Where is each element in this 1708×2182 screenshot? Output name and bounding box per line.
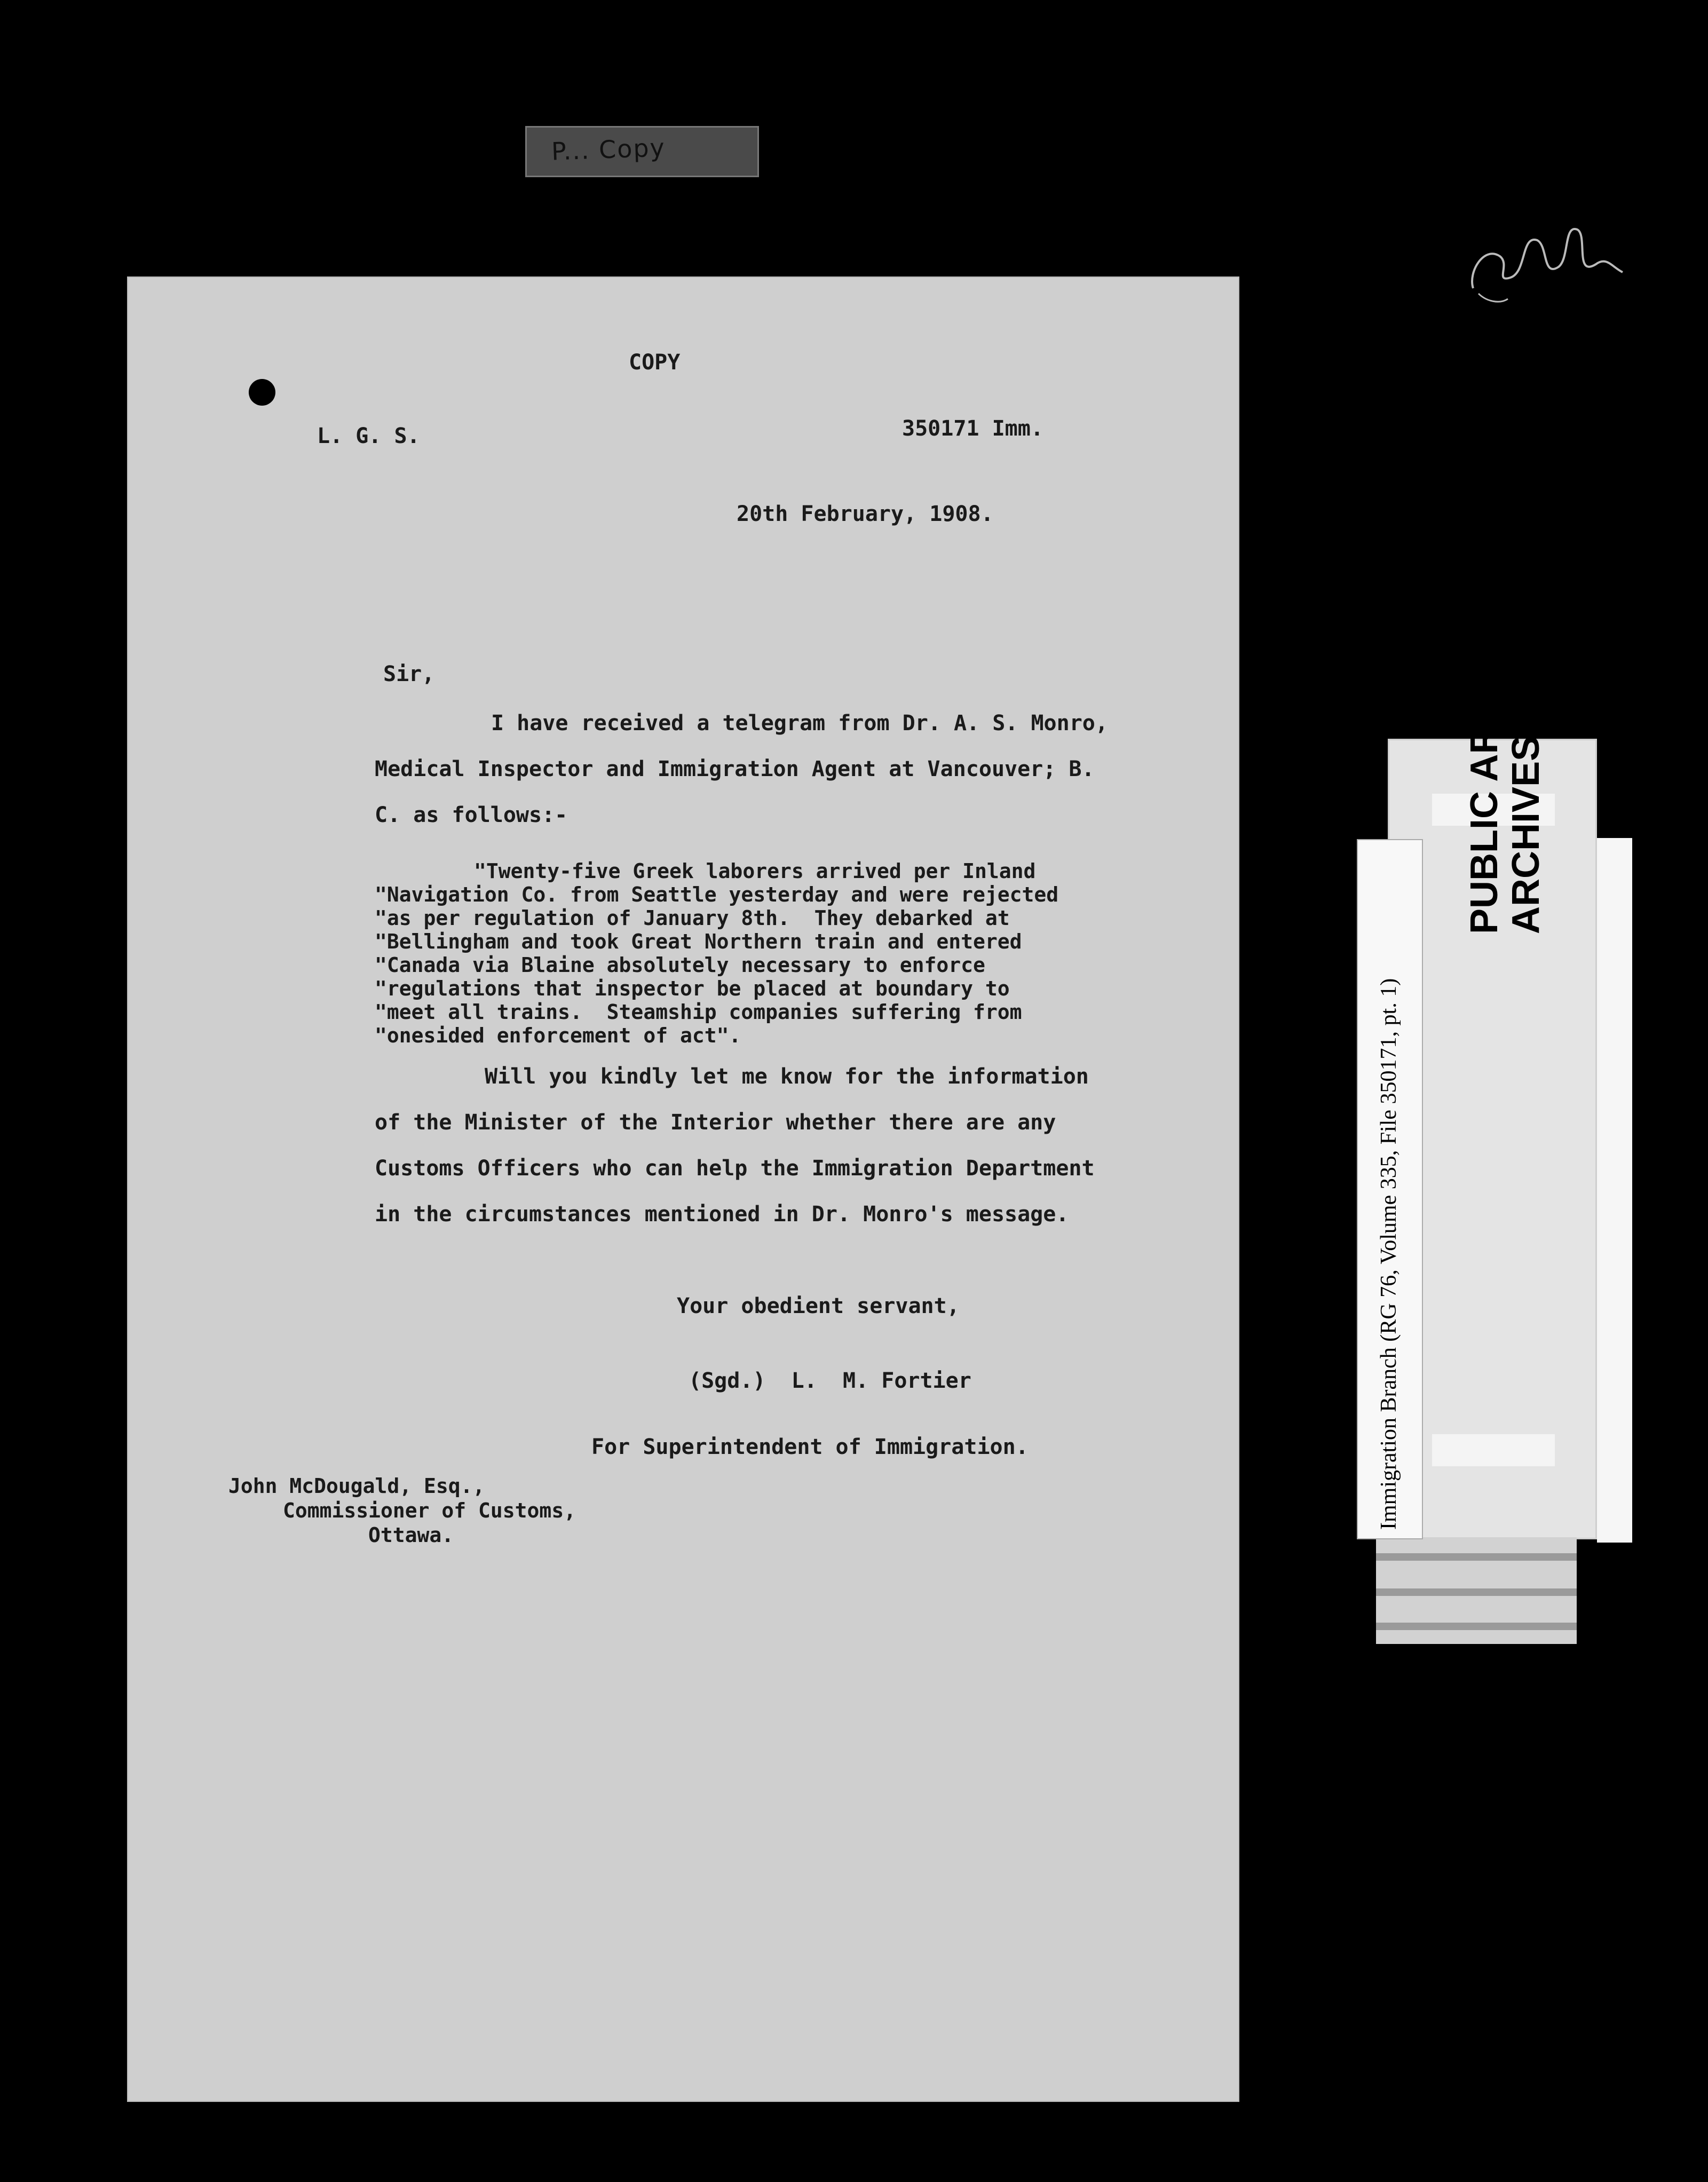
- archive-line-1: PUBLIC ARCHIVES: [1463, 583, 1506, 934]
- addressee-line: Commissioner of Customs,: [283, 1499, 576, 1522]
- archive-line-3: CANADA: [1547, 537, 1578, 683]
- copy-heading: COPY: [629, 350, 681, 375]
- card-stripe: [1432, 1434, 1555, 1466]
- telegram-line: "Navigation Co. from Seattle yesterday and were rejected: [375, 883, 1059, 906]
- intro-line: C. as follows:-: [375, 803, 568, 827]
- copy-tab-label: P... Copy: [551, 133, 666, 166]
- card-band: [1376, 1588, 1577, 1596]
- punch-hole: [249, 379, 275, 406]
- card-band: [1376, 1623, 1577, 1630]
- archive-line-2: ARCHIVES PUBLIQUES: [1505, 500, 1547, 934]
- salutation: Sir,: [383, 662, 435, 686]
- intro-line: Medical Inspector and Immigration Agent at Vancouver; B.: [375, 757, 1095, 781]
- closing: Your obedient servant,: [677, 1294, 960, 1318]
- archive-stamp: [1462, 358, 1578, 934]
- letter-page: [127, 276, 1239, 2102]
- addressee-line: Ottawa.: [368, 1523, 454, 1547]
- signature-title: For Superintendent of Immigration.: [591, 1435, 1029, 1459]
- archive-reference: Immigration Branch (RG 76, Volume 335, File 350171, pt. 1): [1377, 978, 1401, 1530]
- telegram-line: "Twenty-five Greek laborers arrived per Inland: [474, 859, 1036, 883]
- telegram-line: "regulations that inspector be placed at boundary to: [375, 977, 1010, 1000]
- letter-date: 20th February, 1908.: [737, 502, 994, 526]
- telegram-line: "meet all trains. Steamship companies suffering from: [375, 1000, 1022, 1024]
- handwritten-mark-icon: [1462, 214, 1633, 310]
- file-number: 350171 Imm.: [902, 416, 1043, 441]
- telegram-line: "Canada via Blaine absolutely necessary to enforce: [375, 953, 985, 977]
- request-line: Customs Officers who can help the Immigration Department: [375, 1156, 1095, 1181]
- intro-line: I have received a telegram from Dr. A. S. Monro,: [491, 711, 1108, 736]
- card-lower-section: [1376, 1537, 1577, 1644]
- addressee-line: John McDougald, Esq.,: [228, 1474, 485, 1498]
- copy-tab: [525, 126, 759, 177]
- card-edge: [1597, 838, 1632, 1543]
- signature: (Sgd.) L. M. Fortier: [689, 1369, 971, 1393]
- request-line: Will you kindly let me know for the information: [485, 1064, 1089, 1089]
- request-line: of the Minister of the Interior whether there are any: [375, 1110, 1056, 1135]
- telegram-line: "onesided enforcement of act".: [375, 1024, 741, 1047]
- telegram-line: "Bellingham and took Great Northern train and entered: [375, 930, 1022, 953]
- request-line: in the circumstances mentioned in Dr. Monro's message.: [375, 1202, 1069, 1227]
- card-band: [1376, 1553, 1577, 1561]
- telegram-line: "as per regulation of January 8th. They debarked at: [375, 906, 1010, 930]
- sender-initials: L. G. S.: [317, 424, 420, 448]
